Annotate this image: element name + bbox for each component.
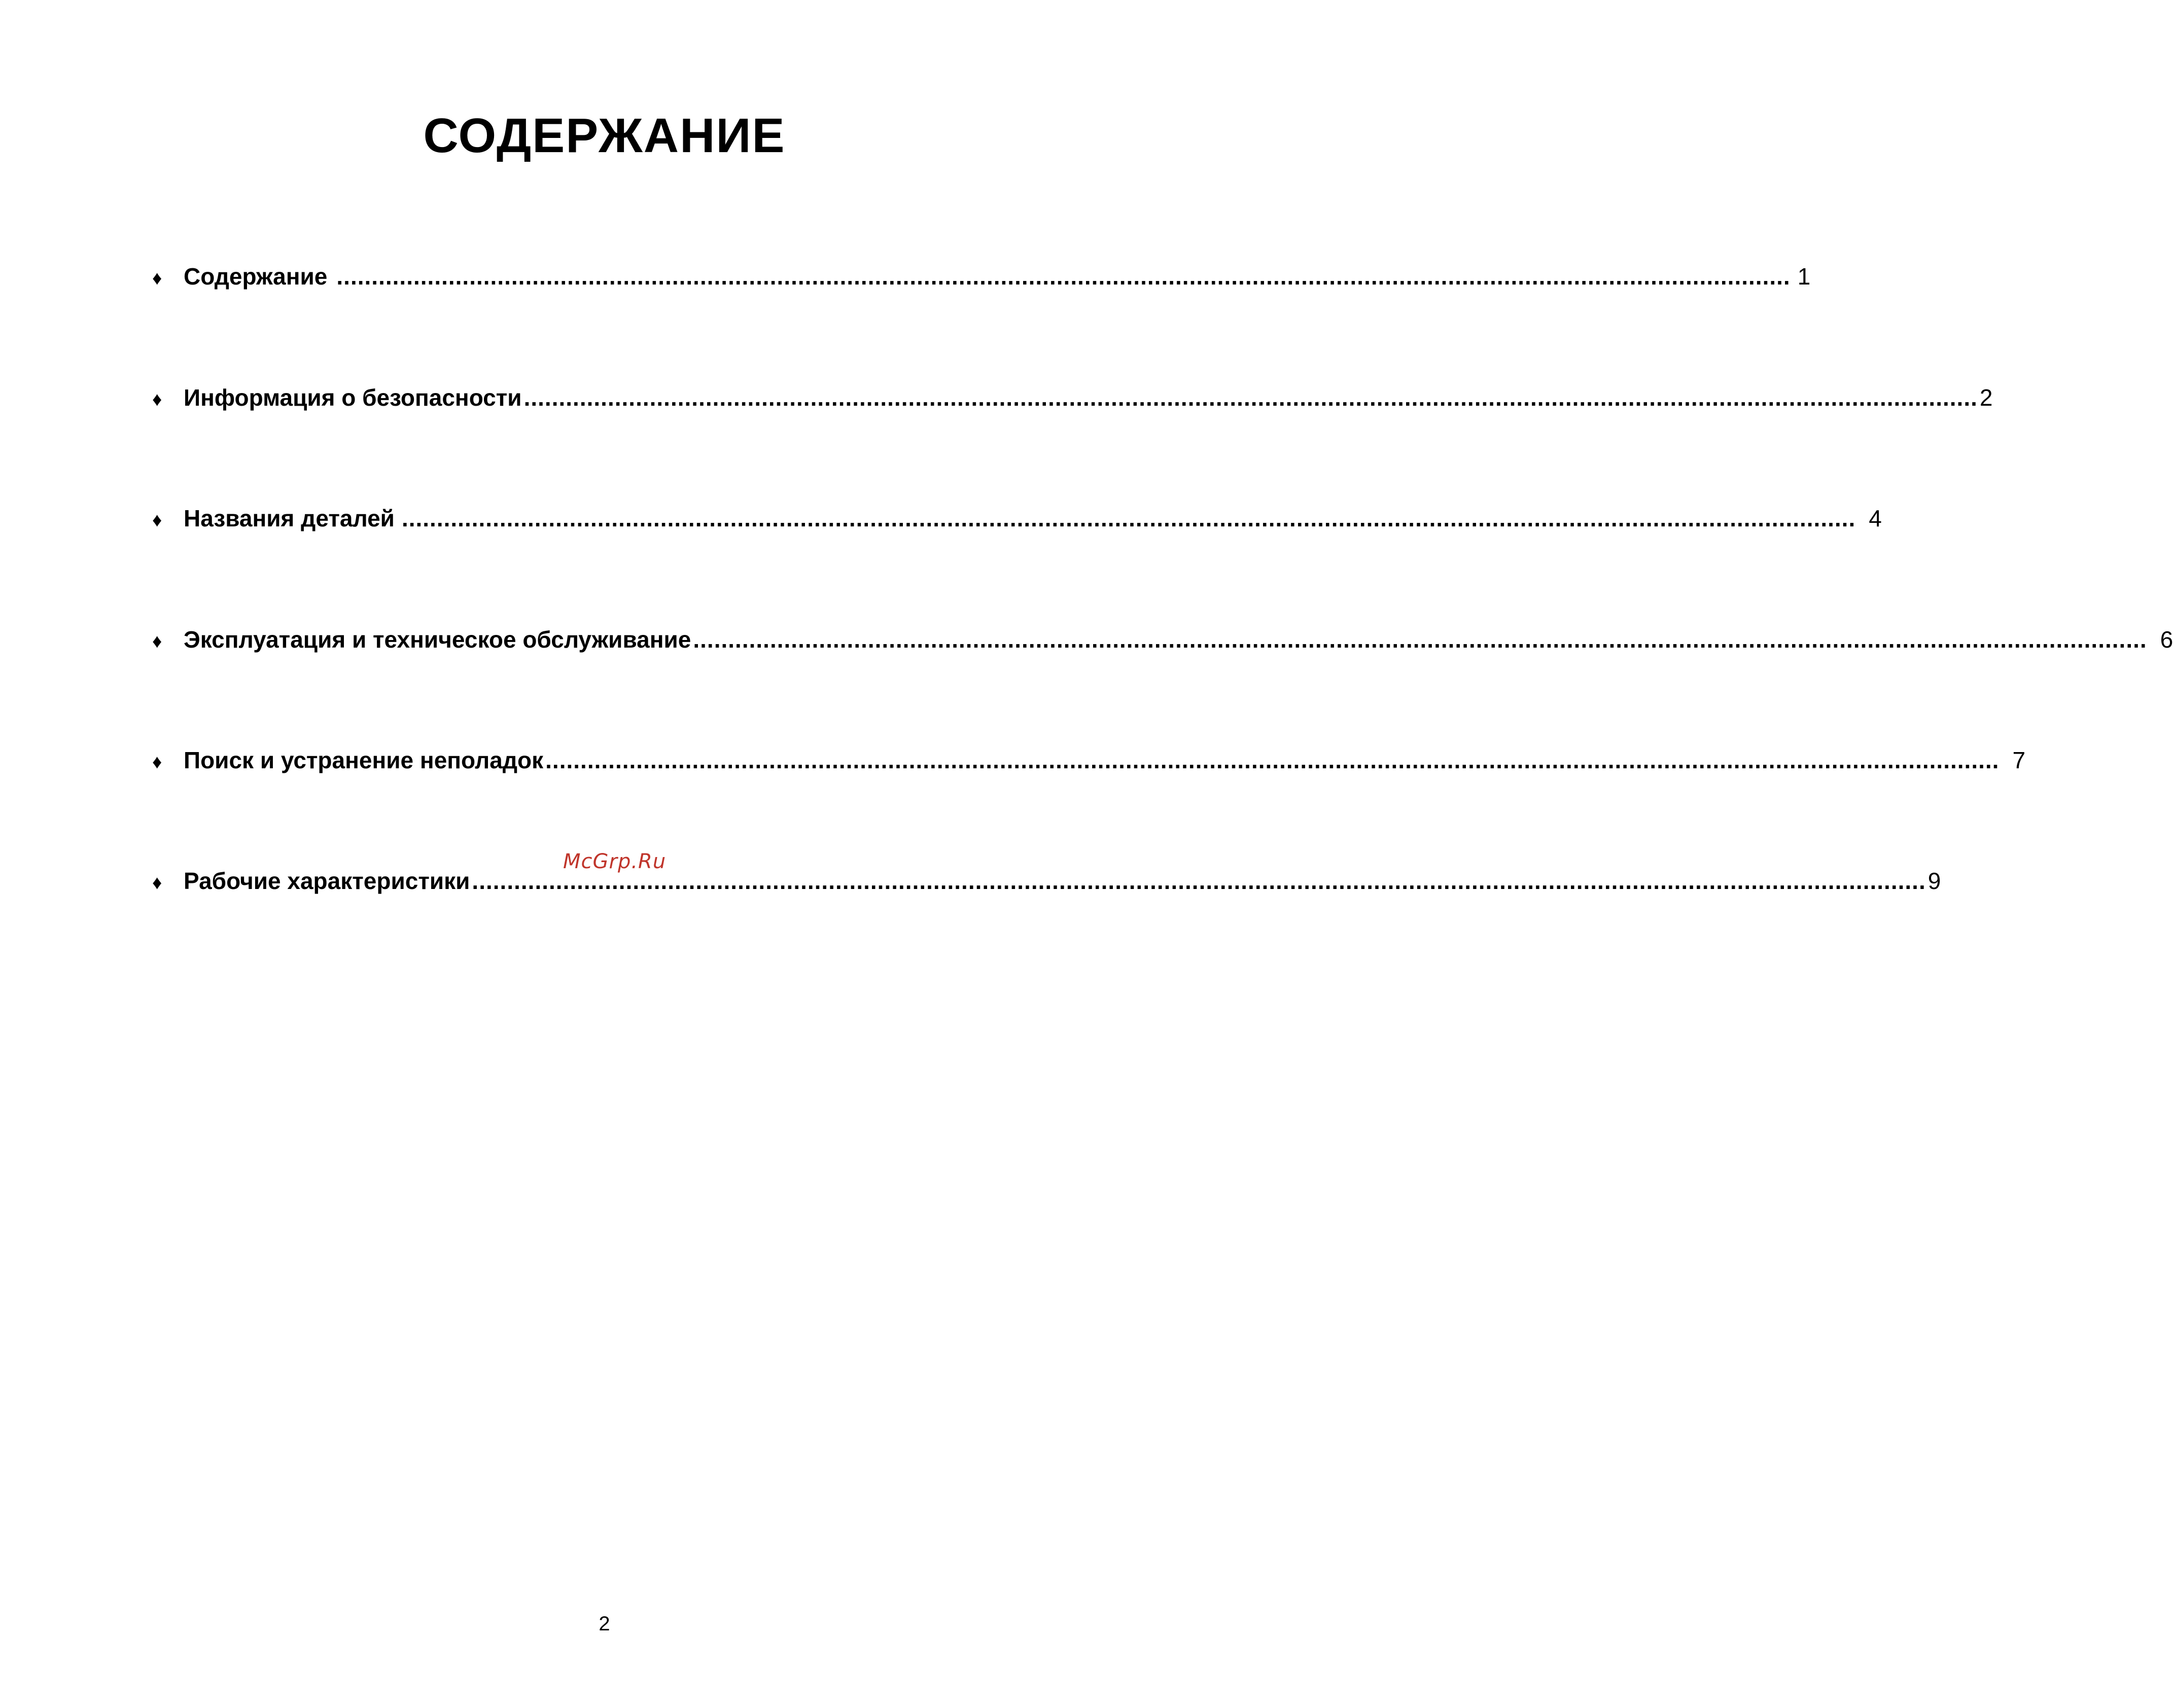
diamond-bullet-icon: ♦ <box>152 872 162 894</box>
dot-leader: ................................................................................................................................................................................................................ <box>545 747 2000 773</box>
toc-item-contents[interactable] <box>152 259 1811 294</box>
dot-leader: ................................................................................................................................................................................................................ <box>693 626 2147 653</box>
toc-item-label: Эксплуатация и техническое обслуживание <box>184 626 691 653</box>
toc-item-label: Поиск и устранение неполадок <box>184 747 544 773</box>
dot-leader: ................................................................................................................................................................................................................ <box>401 505 1856 531</box>
diamond-bullet-icon: ♦ <box>152 631 162 652</box>
diamond-bullet-icon: ♦ <box>152 389 162 410</box>
toc-item-page: 6 <box>2160 626 2173 653</box>
dot-leader: ................................................................................................................................................................................................................ <box>472 868 1926 894</box>
toc-item-label: Содержание <box>184 263 328 290</box>
page-title: СОДЕРЖАНИЕ <box>423 109 786 163</box>
toc-item-operation[interactable] <box>152 622 2173 657</box>
diamond-bullet-icon: ♦ <box>152 752 162 773</box>
toc-item-label: Названия деталей <box>184 505 395 531</box>
diamond-bullet-icon: ♦ <box>152 268 162 289</box>
toc-item-troubleshooting[interactable] <box>152 742 2026 778</box>
toc-item-label: Информация о безопасности <box>184 384 522 411</box>
toc-item-page: 2 <box>1979 384 1993 411</box>
dot-leader: ................................................................................................................................................................................................................ <box>523 384 1978 411</box>
toc-item-parts[interactable] <box>152 501 1882 536</box>
toc-item-page: 7 <box>2012 747 2026 773</box>
toc-item-page: 9 <box>1927 868 1941 894</box>
toc-item-page: 1 <box>1797 263 1811 290</box>
page-number: 2 <box>599 1613 610 1635</box>
diamond-bullet-icon: ♦ <box>152 510 162 531</box>
toc-item-page: 4 <box>1869 505 1882 531</box>
watermark: McGrp.Ru <box>563 850 667 873</box>
dot-leader: ................................................................................................................................................................................................................ <box>336 263 1791 290</box>
toc-item-safety[interactable] <box>152 380 1993 415</box>
toc-item-label: Рабочие характеристики <box>184 868 470 894</box>
